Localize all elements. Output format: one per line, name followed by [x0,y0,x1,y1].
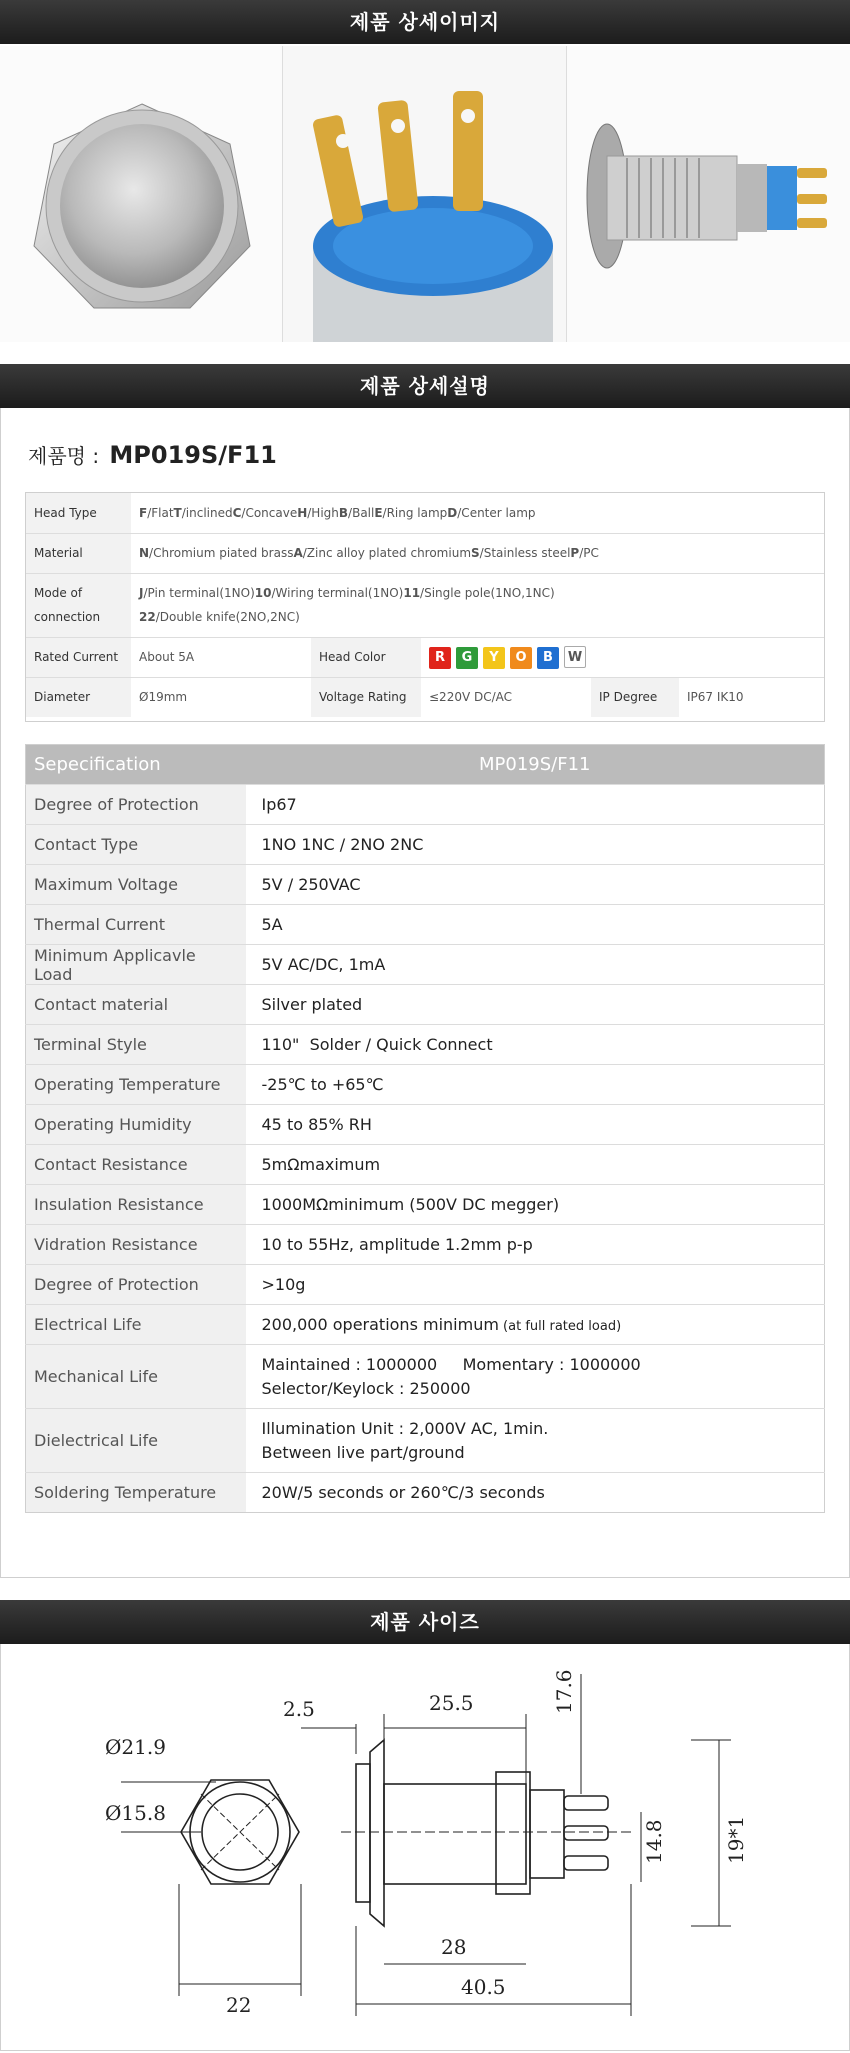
spec-key: Thermal Current [26,905,246,945]
spec-row-dielectrical [26,1409,825,1473]
product-photo-terminals [283,46,567,342]
option-desc: /Chromium piated brass [149,546,294,560]
spec-value: 5V AC/DC, 1mA [246,945,825,985]
label-d-outer: Ø21.9 [105,1735,166,1759]
connection-label: Mode of connection [26,573,131,637]
spec-value [246,1409,825,1473]
label-28: 28 [441,1935,467,1959]
spec-row [26,1265,825,1305]
section-title: 제품 상세이미지 [349,10,501,34]
spec-value: 5V / 250VAC [246,865,825,905]
option-item [174,506,233,520]
diameter-label: Diameter [26,677,131,717]
section-title: 제품 사이즈 [370,1610,480,1634]
color-chip: Y [483,647,505,669]
spec-key: Contact Resistance [26,1145,246,1185]
spec-header-left: Sepecification [26,745,246,785]
spec-table [25,744,825,1513]
option-item [447,506,535,520]
section-header-description [0,364,850,408]
spec-key: Soldering Temperature [26,1473,246,1513]
label-2-5: 2.5 [283,1697,315,1721]
option-desc: /PC [579,546,599,560]
option-item [374,506,447,520]
spec-row [26,1105,825,1145]
spec-key: Degree of Protection [26,1265,246,1305]
label-25-5: 25.5 [429,1691,474,1715]
option-code: T [173,505,182,520]
spec-value: 1NO 1NC / 2NO 2NC [246,825,825,865]
color-chip: W [564,646,586,668]
label-19: 19*1 [724,1815,748,1864]
spec-note: (at full rated load) [498,1319,622,1334]
voltage-label: Voltage Rating [311,677,421,717]
option-table [25,492,825,722]
option-desc: /Single pole(1NO,1NC) [420,586,555,600]
option-item [293,546,471,560]
spec-header-row [26,745,825,785]
rated-current-value: About 5A [131,637,311,677]
product-photo-front [0,46,283,342]
option-desc: /Pin terminal(1NO) [143,586,255,600]
spec-key: Vidration Resistance [26,1225,246,1265]
spec-value: 5A [246,905,825,945]
spec-row [26,1025,825,1065]
spec-row [26,1305,825,1345]
label-40-5: 40.5 [461,1975,506,1999]
option-desc: /High [307,505,339,520]
option-code: N [139,546,150,560]
product-name [28,440,277,469]
spec-key: Electrical Life [26,1305,246,1345]
option-desc: /Wiring terminal(1NO) [271,586,404,600]
spec-row-soldering [26,1473,825,1513]
option-desc: /Stainless steel [479,546,571,560]
option-item [139,586,255,600]
option-code: S [471,546,480,560]
label-17-6: 17.6 [552,1669,576,1714]
head-color-chips [421,637,824,677]
dimension-drawing [1,1644,849,2049]
spec-row [26,905,825,945]
diameter-value: Ø19mm [131,677,311,717]
spec-header-right: MP019S/F11 [479,754,591,775]
ip-label: IP Degree [591,677,679,717]
spec-value: Ip67 [246,785,825,825]
product-photo-side [567,46,850,342]
option-code: E [374,505,383,520]
option-desc: /Zinc alloy plated chromium [302,546,472,560]
color-chip: G [456,647,478,669]
spec-key: Insulation Resistance [26,1185,246,1225]
option-desc: /Flat [147,505,174,520]
spec-value: -25℃ to +65℃ [246,1065,825,1105]
option-code: C [232,505,242,520]
diel-line-2: Between live part/ground [261,1442,465,1462]
spec-value: >10g [246,1265,825,1305]
spec-key: Mechanical Life [26,1345,246,1409]
option-code: F [139,505,148,520]
spec-row-mechanical [26,1345,825,1409]
spec-key: Dielectrical Life [26,1409,246,1473]
spec-row [26,1065,825,1105]
material-values [131,533,824,573]
connection-values [131,573,824,637]
option-code: P [570,546,580,560]
spec-value: 10 to 55Hz, amplitude 1.2mm p-p [246,1225,825,1265]
option-item [403,586,554,600]
option-item [255,586,404,600]
product-name-label: 제품명 : [28,444,100,468]
spec-key: Operating Humidity [26,1105,246,1145]
mech-line-2: Selector/Keylock : 250000 [261,1378,471,1398]
rated-current-label: Rated Current [26,637,131,677]
spec-key: Terminal Style [26,1025,246,1065]
color-chip: O [510,647,532,669]
option-desc: /Ring lamp [382,505,448,520]
option-item [139,506,174,520]
color-chip: R [429,647,451,669]
option-item [297,506,339,520]
spec-value: 110" Solder / Quick Connect [246,1025,825,1065]
option-item [339,506,374,520]
mech-line-1: Maintained : 1000000 Momentary : 1000000 [261,1354,641,1374]
option-code: D [447,505,458,520]
spec-value: 5mΩmaximum [246,1145,825,1185]
color-chip: B [537,647,559,669]
spec-row [26,1225,825,1265]
option-item [233,506,298,520]
option-item [471,546,570,560]
section-header-images [0,0,850,44]
option-code: B [338,505,349,520]
spec-key: Operating Temperature [26,1065,246,1105]
spec-value: 20W/5 seconds or 260℃/3 seconds [246,1473,825,1513]
option-item [139,546,293,560]
option-code: H [297,505,308,520]
option-item [570,546,598,560]
voltage-value: ≤220V DC/AC [421,677,591,717]
option-code: 22 [139,610,156,624]
spec-row [26,945,825,985]
spec-value [246,1345,825,1409]
spec-value: Silver plated [246,985,825,1025]
spec-row [26,985,825,1025]
spec-key: Contact material [26,985,246,1025]
product-name-value: MP019S/F11 [109,441,277,469]
label-14-8: 14.8 [642,1819,666,1864]
spec-row [26,825,825,865]
option-code: A [293,546,303,560]
option-desc: /Concave [241,505,298,520]
size-panel [0,1644,850,2051]
option-code: 11 [403,586,421,600]
spec-row [26,1185,825,1225]
label-d-inner: Ø15.8 [105,1801,166,1825]
option-code: J [139,586,144,600]
spec-row [26,865,825,905]
material-label: Material [26,533,131,573]
section-header-size [0,1600,850,1644]
spec-key: Minimum Applicavle Load [26,945,246,985]
spec-key: Contact Type [26,825,246,865]
option-desc: /Center lamp [457,505,536,520]
spec-value: 200,000 operations minimum (at full rated load) [246,1305,825,1345]
label-width-22: 22 [226,1993,252,2017]
ip-value: IP67 IK10 [679,677,824,717]
section-title: 제품 상세설명 [360,374,490,398]
spec-key: Maximum Voltage [26,865,246,905]
spec-value: 45 to 85% RH [246,1105,825,1145]
spec-key: Degree of Protection [26,785,246,825]
option-desc: /inclined [181,505,233,520]
option-code: 10 [254,586,272,600]
spec-row [26,785,825,825]
diel-line-1: Illumination Unit : 2,000V AC, 1min. [261,1418,549,1438]
head-type-values [131,493,824,533]
head-color-label: Head Color [311,637,421,677]
option-item [139,610,300,624]
head-type-label: Head Type [26,493,131,533]
spec-value: 1000MΩminimum (500V DC megger) [246,1185,825,1225]
option-desc: /Double knife(2NO,2NC) [155,610,300,624]
option-desc: /Ball [348,505,375,520]
spec-row [26,1145,825,1185]
